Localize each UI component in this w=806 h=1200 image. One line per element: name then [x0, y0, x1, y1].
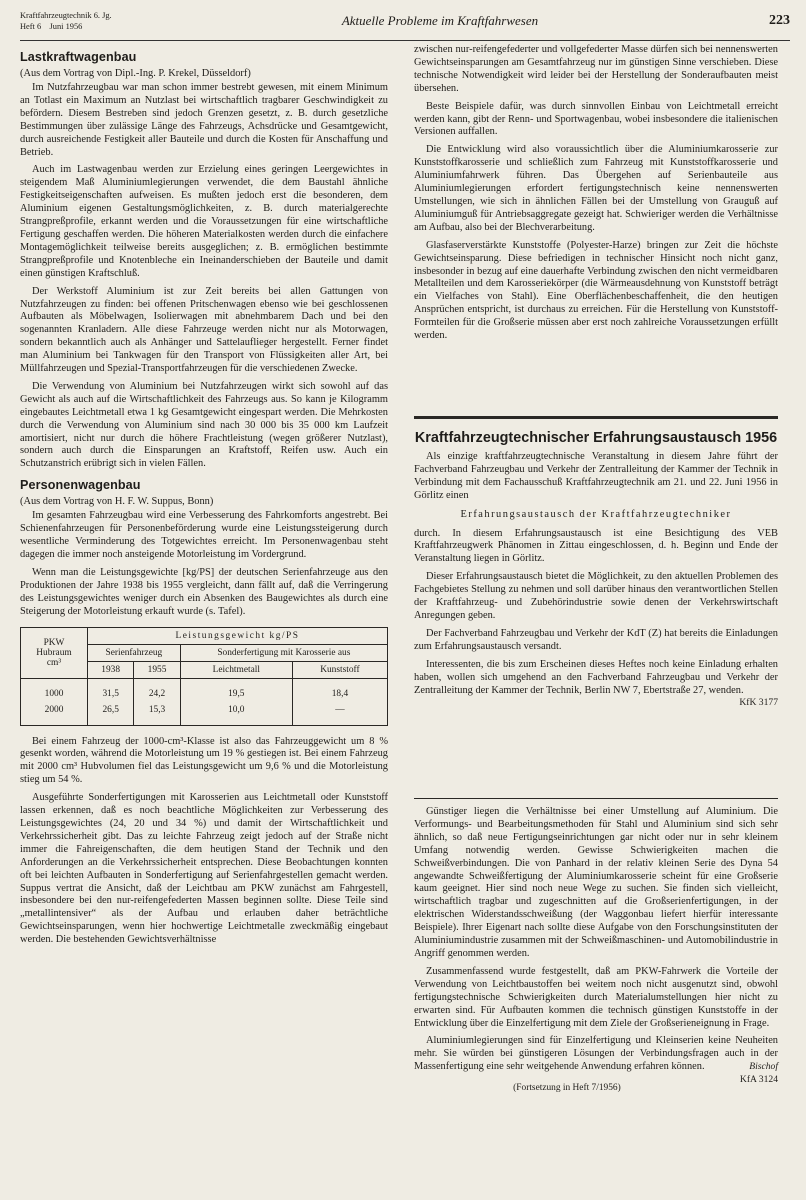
alu-paragraph-1: Günstiger liegen die Verhältnisse bei einer Umstellung auf Aluminium. Die Verformungs- und Bearbeitungsmethoden für Stahl und Aluminium sind sich sehr ähnlich, so daß neue Fertigungseinrichtungen gar nicht oder nur in sehr kleinem Umfang notwendig werden. Gewisse Schwierigkeiten machen die Schweißverbindungen. Die von Panhard in der relativ kleinen Serie des Dyna 54 angewandte Schweißfertigung der Aluminiumkarosserie scheint für eine Großserie kaum geeignet. Hier sind noch neue Wege zu suchen. Sie finden sich vielleicht, wirtschaftlich tragbar und zugeschnitten auf die Großserienfertigungen, in der elektrischen Widerstandsschweißung (der Waggonbau liefert hierfür interessante Beispiele). Ihrer Eigenart nach sollte diese Aufgabe von den Forschungsinstituten der Aluminiumindustrie zusammen mit der Schweißmaschinen- und Automobilindustrie in Angriff genommen werden.	[414, 806, 778, 959]
power-weight-table	[20, 627, 388, 726]
alu-paragraph-3	[414, 1035, 778, 1086]
page-header	[20, 8, 790, 41]
announcement-paragraph-5	[414, 658, 778, 709]
announcement-paragraph-1: Als einzige kraftfahrzeugtechnische Veranstaltung in diesem Jahre führt der Fachverband Fahrzeugbau und Verkehr der Zentralleitung der Kammer der Technik in Verbindung mit dem Fachausschuß Kraftfahrzeugtechnik am 21. und 22. Juni 1956 in Görlitz einen	[414, 451, 778, 501]
lkw-paragraph-3: Der Werkstoff Aluminium ist zur Zeit bereits bei allen Gattungen von Nutzfahrzeugen zu finden: bei offenen Pritschenwagen ebenso wie bei geschlossenen Aufbauten als Möbelwagen, Isolierwagen mit abnehmbarem Dach und bei den sogenannten Kranladern. Alle diese Fahrzeuge werden nicht nur als Motorwagen, sondern bekanntlich auch als Anhänger und Sattelauflieger hergestellt. Ferner findet man Aluminium bei Tankwagen für den Transport von Flüssigkeiten aller Art, bei Müllfahrzeugen und Spezial-Transportfahrzeugen für die verschiedenen Zwecke.	[20, 285, 388, 375]
announcement-event-name: Erfahrungsaustausch der Kraftfahrzeugtechniker	[460, 508, 732, 520]
alu-paragraph-3-text: Aluminiumlegierungen sind für Einzelfertigung und Kleinserien keine Neuheiten mehr. Sie würden bei günstigeren Lösungen der Verbindungsfragen auch in der Massenfertigung eine sehr weitgehende Anwendung erfahren können.	[414, 1035, 778, 1073]
announcement-title: Kraftfahrzeugtechnischer Erfahrungsaustausch 1956	[414, 430, 778, 446]
lkw-paragraph-4: Die Verwendung von Aluminium bei Nutzfahrzeugen wirkt sich sowohl auf das Gewicht als auch auf die Wirtschaftlichkeit des Fahrzeugs aus. So kann je Kilogramm eingebautes Leichtmetall etwa 1 kg Gesamtgewicht eingespart werden. Die Mehrkosten durch die Verwendung von Aluminium sind nach 30 000 bis 35 000 km Laufzeit amortisiert, nicht nur durch die höhere Frachtleistung (wegen größerer Nutzlast), sondern auch durch die Einsparungen an Kraftstoff, Reifen usw. Auch ein Schutzanstrich erübrigt sich in vielen Fällen.	[20, 380, 388, 470]
header-journal-info	[20, 10, 112, 32]
cell-1955: 24,2	[134, 678, 180, 702]
th-group: Leistungsgewicht kg/PS	[88, 627, 388, 644]
page-number: 223	[769, 13, 790, 28]
table-header-pkw	[21, 627, 88, 678]
lkw-heading: Lastkraftwagenbau	[20, 50, 137, 64]
th-unit: cm³	[46, 657, 62, 668]
cell-leicht: 10,0	[180, 702, 292, 726]
cell-1938: 26,5	[88, 702, 134, 726]
header-journal: Kraftfahrzeugtechnik 6. Jg.	[20, 11, 112, 20]
pkw-byline: (Aus dem Vortrag von H. F. W. Suppus, Bonn)	[20, 496, 214, 508]
right-column-top	[414, 44, 778, 348]
cell-1938: 31,5	[88, 678, 134, 702]
th-sonder: Sonderfertigung mit Karosserie aus	[180, 644, 387, 661]
lkw-byline: (Aus dem Vortrag von Dipl.-Ing. P. Krekel, Düsseldorf)	[20, 68, 251, 79]
th-hubraum: Hubraum	[36, 647, 72, 658]
pkw-paragraph-4: Ausgeführte Sonderfertigungen mit Karosserien aus Leichtmetall oder Kunststoff lassen erkennen, daß es noch beachtliche Möglichkeiten zur Verbesserung des Leistungsgewichtes (24, 20 und 34 %) und damit der Wirtschaftlichkeit und Verkehrssicherheit gibt. Das zu leichte Fahrzeug zeigt jedoch auf der Straße nicht immer die Fahreigenschaften, die dem heutigen Stand der Technik und den Anforderungen an die Verkehrssicherheit entsprechen. Diese Beobachtungen konnten oft bei leichten Aufbauten in Sonderfertigung auf Serienfahrgestellen gemacht werden. Suppus vertrat die Ansicht, daß der Leichtbau am PKW zunächst am Fahrgestell, insbesondere bei den nur-reifengefederten Massen beginnen sollte. Diese Teile sind „metallintensiver“ als der Aufbau und erlauben daher beträchtliche Gewichtseinsparungen, wenn hier hochwertige Leichtmetalle zweckmäßig eingebaut werden. Die bestehenden Gewichtsverhältnisse	[20, 792, 388, 946]
cell-kunst: 18,4	[292, 678, 387, 702]
cell-leicht: 19,5	[180, 678, 292, 702]
pkw-paragraph-6: Beste Beispiele dafür, was durch sinnvollen Einbau von Leichtmetall erreicht werden kann, gibt der Renn- und Sportwagenbau, wobei insbesondere die italienischen Versionen auffallen.	[414, 100, 778, 138]
left-column	[20, 50, 388, 952]
author-signature: Bischof	[749, 1061, 778, 1073]
announcement-code: KfK 3177	[739, 697, 778, 709]
announcement-paragraph-2: durch. In diesem Erfahrungsaustausch ist eine Besichtigung des VEB Kraftfahrzeugwerk Phänomen in Zittau eingeschlossen, d. h. Beginn und Ende der Veranstaltung liegen in Görlitz.	[414, 527, 778, 565]
lkw-paragraph-2: Auch im Lastwagenbau werden zur Erzielung eines geringen Leergewichtes in steigendem Maß Aluminiumlegierungen verwendet, die dem Baustahl ähnliche Festigkeitseigenschaften aufweisen. Es mußten jedoch erst die besonderen, dem Aluminium eigenen Gestaltungsmöglichkeiten, z. B. durch materialgerechte Strangpreßprofile, erkannt werden und die Voraussetzungen für eine wirtschaftliche Fertigung geschaffen werden. Die höheren Materialkosten werden durch die einfachere Montagemöglichkeit teilweise bereits ausgeglichen; z. B. ermöglichen bestimmte Strangpreßprofile und Knotenbleche ein Ineinanderschieben der Bauteile und damit einen günstigen Kraftschluß.	[20, 164, 388, 279]
announcement-box	[414, 416, 778, 710]
th-leicht: Leichtmetall	[180, 661, 292, 678]
alu-code: KfA 3124	[739, 1074, 778, 1086]
lkw-paragraph-1: Im Nutzfahrzeugbau war man schon immer bestrebt gewesen, mit einem Minimum an Totlast ein Maximum an Nutzlast bei wirtschaftlich tragbarer Geschwindigkeit zu befördern. Diesem Bestreben sind jedoch Grenzen gesetzt, z. B. durch gesetzliche Bestimmungen über zulässige Länge des Fahrzeugs, Achsdrücke und Gesamtgewicht, durch ausreichende Festigkeit aller Bauteile und durch die Kosten für Anschaffung und Betrieb.	[20, 82, 388, 158]
header-section-title: Aktuelle Probleme im Kraftfahrwesen	[341, 13, 539, 28]
cell-hub: 2000	[21, 702, 88, 726]
th-1955: 1955	[134, 661, 180, 678]
pkw-heading: Personenwagenbau	[20, 478, 141, 493]
pkw-paragraph-5: zwischen nur-reifengefederter und vollgefederter Masse dürfen sich bei nennenswerten Gewichtseinsparungen am Gesamtfahrzeug nur im günstigen Sinne verschieben. Diese technische Notwendigkeit wird leider bei der Herstellung der Sonderaufbauten meist übersehen.	[414, 44, 778, 94]
th-serien: Serienfahrzeug	[88, 644, 181, 661]
table-row	[21, 678, 388, 702]
alu-paragraph-2: Zusammenfassend wurde festgestellt, daß am PKW-Fahrwerk die Vorteile der Verwendung von Leichtbaustoffen bei weitem noch nicht ausgenutzt sind, obwohl fertigungstechnische Schwierigkeiten durch Materialumstellungen hier nicht zu erwarten sind. Für Aufbauten kommen die technisch günstigen Kunststoffe in der Entwicklung über die Einzelfertigung mit dem Ziele der Großserieneignung in Frage.	[414, 965, 778, 1029]
pkw-paragraph-8: Glasfaserverstärkte Kunststoffe (Polyester-Harze) bringen zur Zeit die höchste Gewichtseinsparung. Diese befriedigen in technischer Hinsicht noch nicht ganz, insbesonder in bezug auf eine dauerhafte Verbindung zwischen den nicht vermeidbaren Metallteilen und dem Karosseriekörper (die Wärmeausdehnung von Kunststoff beträgt ein Vielfaches von Stahl). Eine Oberflächenbeschaffenheit, die den heutigen Ansprüchen entspricht, ist durchaus zu erreichen. Für die Herstellung von Kunststoff-Formteilen für die Großserie müssen aber erst noch zahlreiche Voraussetzungen erfüllt werden.	[414, 239, 778, 342]
th-pkw: PKW	[43, 637, 65, 648]
th-kunst: Kunststoff	[292, 661, 387, 678]
cell-kunst: —	[292, 702, 387, 726]
right-column-bottom	[414, 798, 778, 1100]
table-row	[21, 702, 388, 726]
table	[20, 627, 388, 726]
header-date: Juni 1956	[49, 22, 83, 31]
header-issue: Heft 6	[20, 22, 42, 31]
pkw-paragraph-3: Bei einem Fahrzeug der 1000-cm³-Klasse ist also das Fahrzeuggewicht um 8 % gesenkt worden, während die Motorleistung um 19 % gestiegen ist. Bei einem Fahrzeug mit 2000 cm³ Hubvolumen fiel das Leistungsgewicht um 9,6 % und die Motorleistung stieg um 54 %.	[20, 735, 388, 786]
pkw-paragraph-1: Im gesamten Fahrzeugbau wird eine Verbesserung des Fahrkomforts angestrebt. Bei Schienenfahrzeugen für Personenbeförderung wurde eine Leistungssteigerung durch wesentliche Verminderung des Totgewichtes erreicht. Im Personenwagenbau steht dagegen die immer noch ansteigende Motorleistung im Vordergrund.	[20, 510, 388, 560]
announcement-paragraph-4: Der Fachverband Fahrzeugbau und Verkehr der KdT (Z) hat bereits die Einladungen zum Erfahrungsaustausch versandt.	[414, 627, 778, 652]
pkw-paragraph-2: Wenn man die Leistungsgewichte [kg/PS] der deutschen Serienfahrzeuge aus den Produktionen der Jahre 1938 bis 1955 vergleicht, dann fällt auf, daß die Verringerung des Leistungsgewichtes weniger durch ein Absenken des Baugewichtes als durch eine Steigerung der Motorleistung erkauft wurde (s. Tafel).	[20, 566, 388, 617]
header-issue-line	[20, 21, 112, 32]
pkw-paragraph-7: Die Entwicklung wird also voraussichtlich über die Aluminiumkarosserie zur Kunststoffkarosserie und schließlich zum Fahrzeug mit Kunststoffkarosserie und Aluminiumfahrwerk führen. Das Übergehen auf Serienbauteile aus Aluminiumlegierungen erfordert fertigungstechnisch keine nennenswerten Umstellungen, wie sich in ähnlichen Fällen bei der Umstellung von Grauguß auf Aluminiumguß für Antriebsaggregate gezeigt hat. Schwieriger werden die Verhältnisse am Aufbau, also bei der Blechverarbeitung.	[414, 144, 778, 233]
cell-1955: 15,3	[134, 702, 180, 726]
announcement-contact: Interessenten, die bis zum Erscheinen dieses Heftes noch keine Einladung erhalten haben, wollen sich umgehend an den Fachverband Fahrzeugbau und Verkehr der Zentralleitung der Kammer der Technik, Berlin NW 7, Ebertstraße 27, wenden.	[414, 658, 778, 696]
th-1938: 1938	[88, 661, 134, 678]
announcement-paragraph-3: Dieser Erfahrungsaustausch bietet die Möglichkeit, zu den aktuellen Problemen des Fachgebietes Stellung zu nehmen und soll darüber hinaus den verantwortlichen Stellen der Kraftfahrzeug- und Zubehörindustrie sowie denen der Verkehrswirtschaft Anregungen geben.	[414, 571, 778, 621]
continuation-note: (Fortsetzung in Heft 7/1956)	[513, 1083, 621, 1094]
cell-hub: 1000	[21, 678, 88, 702]
